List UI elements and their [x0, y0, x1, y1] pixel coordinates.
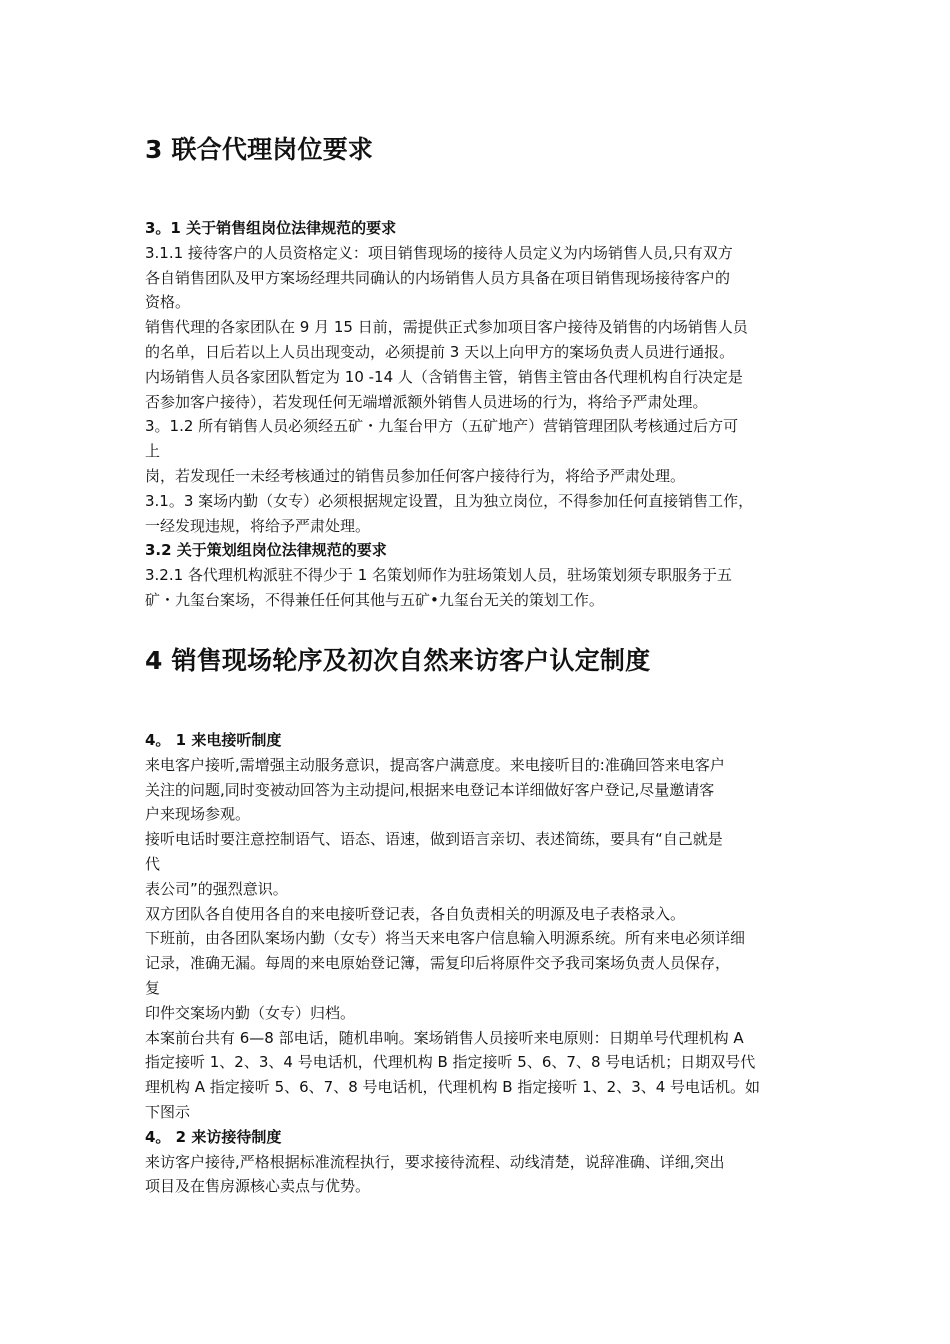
paragraph-line: 销售代理的各家团队在 9 月 15 日前，需提供正式参加项目客户接待及销售的内场销售人员	[145, 318, 748, 337]
paragraph-line: 各自销售团队及甲方案场经理共同确认的内场销售人员方具备在项目销售现场接待客户的	[145, 268, 731, 287]
paragraph-line: 否参加客户接待），若发现任何无端增派额外销售人员进场的行为，将给予严肃处理。	[145, 392, 708, 411]
section-4-2-heading: 4。 2 来访接待制度	[145, 1127, 282, 1146]
section-4-1-heading: 4。 1 来电接听制度	[145, 731, 282, 749]
paragraph-line: 3.2.1 各代理机构派驻不得少于 1 名策划师作为驻场策划人员，驻场策划须专职服务于五	[145, 566, 733, 585]
paragraph-line: 矿・九玺台案场，不得兼任任何其他与五矿•九玺台无关的策划工作。	[145, 590, 604, 609]
paragraph-line: 来电客户接听,需增强主动服务意识，提高客户满意度。来电接听目的:准确回答来电客户	[145, 755, 725, 774]
paragraph-line: 理机构 A 指定接听 5、6、7、8 号电话机，代理机构 B 指定接听 1、2、3、4 号电话机。如	[145, 1078, 761, 1097]
section-4-body	[145, 728, 815, 1199]
paragraph-line: 复	[145, 978, 161, 997]
paragraph-line: 项目及在售房源核心卖点与优势。	[145, 1177, 371, 1196]
paragraph-line: 关注的问题,同时变被动回答为主动提问,根据来电登记本详细做好客户登记,尽量邀请客	[145, 780, 715, 799]
section-3-body	[145, 216, 815, 613]
paragraph-line: 户来现场参观。	[145, 805, 251, 824]
paragraph-line: 双方团队各自使用各自的来电接听登记表，各自负责相关的明源及电子表格录入。	[145, 904, 686, 923]
paragraph-line: 3.1.1 接待客户的人员资格定义：项目销售现场的接待人员定义为内场销售人员,只有双方	[145, 243, 733, 262]
paragraph-line: 记录，准确无漏。每周的来电原始登记簿，需复印后将原件交予我司案场负责人员保存，	[145, 954, 731, 973]
section-4-heading: 4 销售现场轮序及初次自然来访客户认定制度	[145, 646, 651, 675]
paragraph-line: 3。1.2 所有销售人员必须经五矿・九玺台甲方（五矿地产）营销管理团队考核通过后方可	[145, 417, 739, 436]
section-3-2-heading: 3.2 关于策划组岗位法律规范的要求	[145, 541, 387, 560]
paragraph-line: 上	[145, 442, 161, 461]
paragraph-line: 接听电话时要注意控制语气、语态、语速，做到语言亲切、表述简练，要具有“自己就是	[145, 830, 723, 849]
section-3-heading: 3 联合代理岗位要求	[145, 135, 374, 164]
paragraph-line: 内场销售人员各家团队暂定为 10 -14 人（含销售主管，销售主管由各代理机构自行决定是	[145, 367, 743, 386]
paragraph-line: 指定接听 1、2、3、4 号电话机，代理机构 B 指定接听 5、6、7、8 号电话机；日期双号代	[145, 1053, 756, 1072]
section-3-1-heading: 3。1 关于销售组岗位法律规范的要求	[145, 219, 397, 237]
paragraph-line: 3.1。3 案场内勤（女专）必须根据规定设置，且为独立岗位，不得参加任何直接销售工作，	[145, 491, 754, 510]
paragraph-line: 资格。	[145, 293, 191, 312]
paragraph-line: 一经发现违规，将给予严肃处理。	[145, 516, 371, 535]
paragraph-line: 本案前台共有 6—8 部电话，随机串响。案场销售人员接听来电原则：日期单号代理机构 A	[145, 1028, 744, 1047]
paragraph-line: 代	[145, 854, 161, 873]
paragraph-line: 来访客户接待,严格根据标准流程执行，要求接待流程、动线清楚，说辞准确、详细,突出	[145, 1152, 725, 1171]
paragraph-line: 的名单，日后若以上人员出现变动，必须提前 3 天以上向甲方的案场负责人员进行通报。	[145, 342, 735, 361]
paragraph-line: 岗，若发现任一未经考核通过的销售员参加任何客户接待行为，将给予严肃处理。	[145, 466, 686, 485]
paragraph-line: 表公司”的强烈意识。	[145, 879, 288, 898]
paragraph-line: 下图示	[145, 1102, 191, 1121]
paragraph-line: 下班前，由各团队案场内勤（女专）将当天来电客户信息输入明源系统。所有来电必须详细	[145, 929, 746, 948]
paragraph-line: 印件交案场内勤（女专）归档。	[145, 1003, 356, 1022]
